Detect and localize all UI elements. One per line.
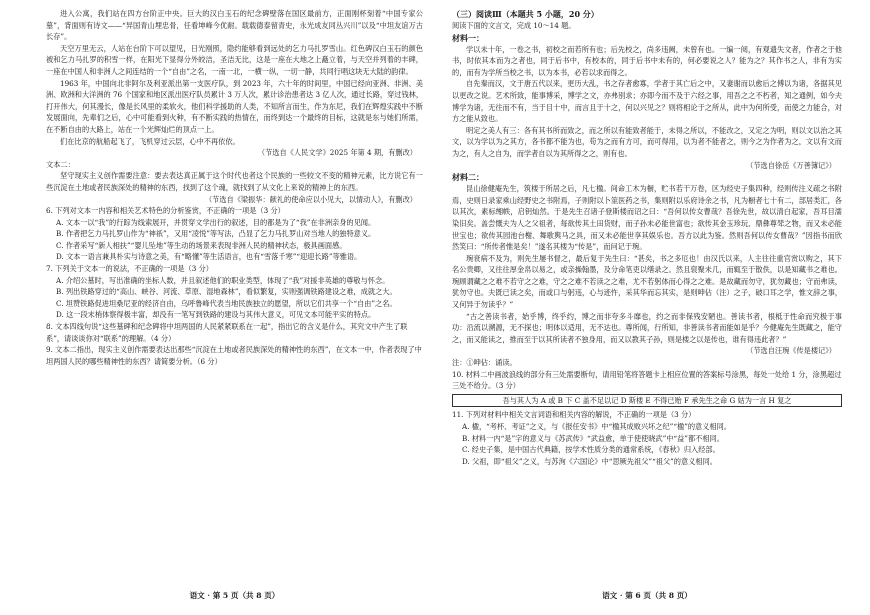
paragraph: 昆山徐健庵先生，筑楼于所居之后，凡七楹。间命工木为橱，贮书若干万卷，区为经史子集四种，经则传注义疏之书附焉，史则日录家乘山经野史之书附焉，子则附以卜筮医药之书，集则附以乐府诗余之书，凡为橱者七十有二，部居类汇，各以其次，素标缃帙，启钥灿然。于是先生召诸子登斯楼而诏之曰：“吾何以传女曹哉？吾徐先世，故以清白起家，吾耳目濡染旧矣。盖尝慨夫为人之父祖者，每欲传其土田货财，而子孙未必能世富也；欲传其金玉珍玩、鼎彝尊斝之物，而又未必能世宝也；欲传其园池台榭、舞歌舆马之具，而又未必能世享其娱乐也。吾方以此为鉴。然则吾何以传女曹哉？”因指书而欣然笑曰：“所传者惟是矣！”遂名其楼为“传是”，而问记于琬。 <box>452 184 842 252</box>
section-heading: （三）阅读Ⅲ（本题共 5 小题，20 分） <box>452 9 599 19</box>
question-7: 7. 下列关于文本一的说法，不正确的一项是（3 分） <box>46 264 213 274</box>
paragraph: 明定之美人有三：各有其书所而致之，而之所以有能致者能于，未得之所以，不能改之，又定之为明，则以文以治之其文，以为学以为之其方，各书都不能为也，苟为之而有方可，而可得用，以为者不能者之，则今之为作者为之，文以有文而为之，有人之自为，而学者自以为其所得之之，则有也。 <box>452 125 842 158</box>
option: B. 列出铁路穿过的“高山、峡谷、河流、草原、湿地森林”，看似繁复，实则强调铁路建设之难，成就之大。 <box>56 287 397 297</box>
source-citation: （节选自《梁振华：献礼的使命应以小见大，以情动人》，有删改） <box>204 194 417 204</box>
paragraph: 天空万里无云，人站在台阶下可以望见，日光刚照，隐约能够看到远处的乞力马扎罗雪山。红色碑汉白玉石的颜色被和乞力马扎罗的积雪一样，在阳光下显得分外皎洁，圣洁无比，这是一座在大地之上矗立着，与天空并列着的丰碑，一座在中国人和非洲人之间连结的一个“自由”之名，一南一北，一横一纵，一切一静，共同行唱这块无大陆的韵律。 <box>46 43 423 76</box>
paragraph: 自先秦而汉，文于唐五代以来，更历大乱，书之存者愈寡，学者于其亡后之中，又妻谢而以愈后之傅以为诸，各据其见以更改之说。艺术所致，能事博采，博学之文，亦弗别求；亦即今而不及于六经之事，用吾之之不朽者，知之通例，如今夫博学为诸，无往而不有，当于目十中，而言且于十之，何以兴见之？则将相论于之所从，此中为何所受，而使之力能合，对方之能从致也。 <box>452 79 842 124</box>
source-citation: （节选自汪琬《传是楼记》） <box>746 346 836 356</box>
material-label: 材料二： <box>452 172 484 183</box>
left-page <box>46 0 423 615</box>
option: B. 作者把乞力马扎罗山作为“神祇”，又用“凌悦”等写法，凸显了乞力马扎罗山对当地人的独特意义。 <box>56 229 376 239</box>
option: D. 文本一语言兼具朴实与诗意之美，有“略懂”等生活语言，也有“雪落千寒”“迎迎长路”等雅语。 <box>56 252 362 262</box>
right-page <box>452 0 842 615</box>
option: C. 经史子集，是中国古代典籍，按学术性质分类的通常系统，《春秋》归入经部。 <box>462 445 720 455</box>
paragraph: 们在比京的航船起飞了，飞机穿过云层，心中不再依依。 <box>60 136 240 146</box>
option: C. 坦赞铁路促进坦桑尼亚的经济自由，乌呼鲁峰代表当地民族独立的愿望，所以它们共享一个“自由”之名。 <box>56 298 397 308</box>
option: A. 楹，“考杯、考证”之义，与《报任安书》中“楹其成败兴坏之纪”“楹”的意义相同。 <box>462 422 731 431</box>
paragraph: 琬衰病不及为，则先生屡书督之，最后复于先生曰：“甚矣，书之多厄也！由汉氏以来，人主往往重官赏以购之，其下名公贵卿，又往往厚金帛以易之，或亲操翰墨，及分命笔吏以缮录之。然且裒聚未几，而辄至于散佚，以是知藏书之难也。琬顾谓藏之之难不若守之之难，守之之难不若读之之难，尤不若躬体而心得之之难。是故藏而勿守，犹勿藏也；守而弗读，犹勿守也。夫既已读之矣，而或口与躬违，心与迹忤，采其华而忘其实，是则呻佔（注）之子，破口耳之学，惟文辞之事，又何异于勿读乎？” <box>452 253 842 310</box>
question-6: 6. 下列对文本一内容和相关艺术特色的分析鉴赏，不正确的一项是（3 分） <box>46 206 285 216</box>
option: D. 这一段末梢体察得极丰富，却没有一笔写到铁路的建设与其伟大意义，可见文本可能平实的特点。 <box>56 310 376 320</box>
paragraph: 进入公寓，我们站在四方台阶正中央。巨大的汉白玉石的纪念碑壁落在国区最前方，正面刚杯刻着“中国专家公墓”，背面则有诗文——“异国青山埋忠骨，任看坤峰今优耐。载载德泰留青史，永光成友同丛兴川”以及“中坦友谊万古长存”。 <box>46 9 423 42</box>
paragraph: 1963 年，中国向北非阿尔及利亚派出第一支医疗队，到 2023 年，六十年的时间里，中国已经向亚洲、非洲、美洲、欧洲和大洋洲的 76 个国家和地区派出医疗队员累计 3 万人次，累计诊治患者达 3 亿人次，通过长路，穿过钱林，打开伟大，何其漫长，像是长风里的柔软火，他们科学援助的人类，不知所言而生，作为东尼，我们在辉煌实践中不断发展面向，先辈们之后，心中可能看到火种，有不断实践的热情在，而终到达一个最终的目标，这就是东与她们所需，在不断自由的大路上，站在一个光辉灿烂的顶点一上。 <box>46 78 424 134</box>
paragraph: 学以未十年，一卷之书，初校之而若所有也；后先校之，尚多违阙，未曾有也。一编一阅，有观遗失文者，作者之于他书，时依其本而为之者也，同于后书中，有校本的，同于后书中未有的，何必要说之人？能为之？其作书之人，非有为实的，而有为学所当校之书，以为本书，必若以求而得之。 <box>452 44 842 77</box>
source-citation: （节选自徐岳《万善簿记》） <box>746 160 836 170</box>
question-8: 8. 文本四线句说“这些墓碑和纪念碑将中坦两国的人民紧紧联系在一起”，指出它的含义是什么，其究文中产生了联系”，请谈谈你对“联系”的理解。（4 分） <box>46 322 408 343</box>
instruction: 阅读下面的文言文，完成 10～14 题。 <box>452 21 576 30</box>
paragraph: “古之善读书者，始乎博，终乎约，博之而非夸多斗靡也，约之而非保残安陋也。善读书者，根柢于性命而究极于事功：沿流以溯源，无不探也；明体以适用，无不达也。尊所闻，行所知，非善读书者而能如是乎？今健庵先生既藏之，能守之，而又能读之，推而至于以其所读者不独身用，而又以教其子孙，则是楼之以是传也，谁有得违此者？” <box>452 311 842 344</box>
option: A. 介绍公墓时，写出准确的坐标人数，并且叙述他们的职业类型，体现了“我”对援非英雄的尊敬与怀念。 <box>56 275 390 285</box>
question-9: 9. 文本二指出，现实主义创作需要表达出那些“沉淀在土地或者民族深处的精神性的东西”，在文本一中，作者表现了中坦两国人民的哪些精神性的东西？请简要分析。（6 分） <box>46 345 422 366</box>
material-label: 材料一： <box>452 32 484 43</box>
option: D. 父祖，即“祖父”之义，与苏洵《六国论》中“思厥先祖父”“祖父”的意义相同。 <box>462 456 717 466</box>
page-footer: 语文 · 第 6 页（共 8 页） <box>602 591 692 600</box>
annotation-note: 注：①呻佔：诵读。 <box>452 358 517 368</box>
page-footer: 语文 · 第 5 页（共 8 页） <box>189 591 280 600</box>
question-10: 10. 材料二中画波浪线的部分有三处需要断句，请用铅笔将答题卡上相应位置的答案标号涂黑，每处一处给 1 分，涂黑超过三处不给分。（3 分） <box>452 369 842 391</box>
source-citation: （节选自《人民文学》2025 年第 4 期，有删改） <box>257 148 417 158</box>
answer-box: 吾与其人为 A 或 B 下 C 盖不足以记 D 斯楼 E 不得已贻 F 承先生之命 G 姑为一言 H 复之 <box>452 394 842 408</box>
option: B. 材料一内“是”字的意义与《苏武传》“武益愈，单于使使晓武”中“益”都不相同。 <box>462 433 724 443</box>
paragraph: 坚守现实主义创作需要注意：要去表达真正属于这个时代也者这个民族的一些较文不变的精神元素，比方说它有一些沉淀在土地或者民族深处的精神的东西，找到了这个魂，就找到了从文化上来说的精神上的东西。 <box>46 171 423 192</box>
option: C. 作者采写“新人相扶”“婴儿坠地”等生动的场景来表现非洲人民的精神状态，极具画面感。 <box>56 240 347 250</box>
section-label: 文本二： <box>46 159 75 169</box>
option: A. 文本一以“我”的行踪为线索展开，并贯穿文学出行的叙述，目的都是为了“我”在非洲亲身的见闻。 <box>56 217 376 227</box>
question-11: 11. 下列对材料中相关文言词语和相关内容的解说，不正确的一项是（3 分） <box>452 410 696 420</box>
